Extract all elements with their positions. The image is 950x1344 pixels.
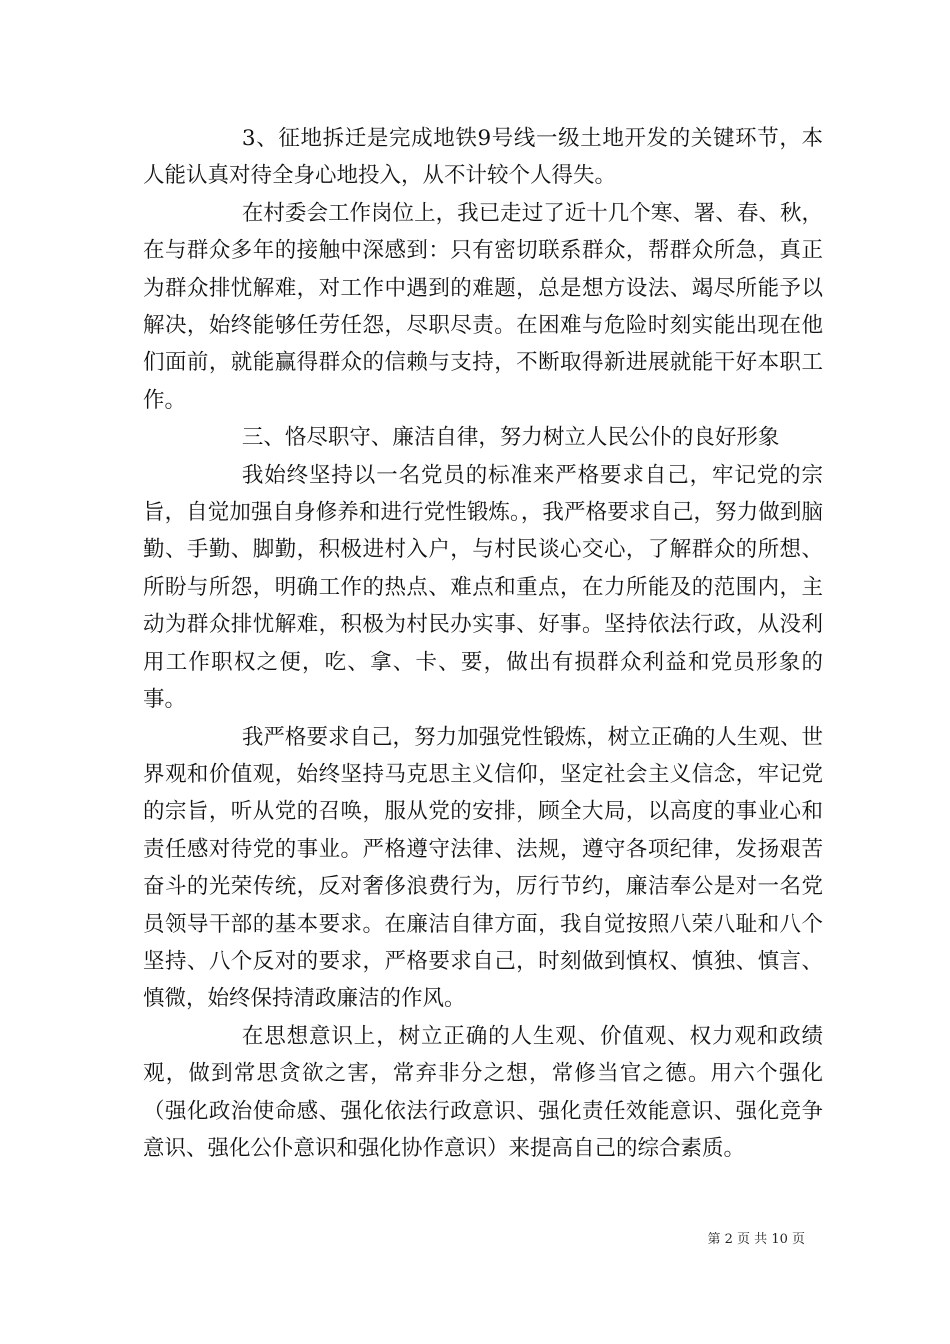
- document-body: [143, 120, 823, 1167]
- paragraph-land-acquisition: 3、征地拆迁是完成地铁9号线一级土地开发的关键环节，本人能认真对待全身心地投入，从不计较个人得失。: [143, 126, 823, 189]
- paragraph-party-member-standard: 我始终坚持以一名党员的标准来严格要求自己，牢记党的宗旨，自觉加强自身修养和进行党性锻炼。，我严格要求自己，努力做到脑勤、手勤、脚勤，积极进村入户，与村民谈心交心，了解群众的所想、所盼与所怨，明确工作的热点、难点和重点，在力所能及的范围内，主动为群众排忧解难，积极为村民办实事、好事。坚持依法行政，从没利用工作职权之便，吃、拿、卡、要，做出有损群众利益和党员形象的事。: [143, 462, 823, 713]
- page-number-footer: 第 2 页 共 10 页: [707, 1232, 805, 1247]
- paragraph-village-committee: 在村委会工作岗位上，我已走过了近十几个寒、署、春、秋，在与群众多年的接触中深感到：只有密切联系群众，帮群众所急，真正为群众排忧解难，对工作中遇到的难题，总是想方设法、竭尽所能予以解决，始终能够任劳任怨，尽职尽责。在困难与危险时刻实能出现在他们面前，就能赢得群众的信赖与支持，不断取得新进展就能干好本职工作。: [143, 200, 823, 413]
- section-heading-three: 三、恪尽职守、廉洁自律，努力树立人民公仆的良好形象: [241, 425, 780, 451]
- paragraph-ideological-awareness: 在思想意识上，树立正确的人生观、价值观、权力观和政绩观，做到常思贪欲之害，常弃非分之想，常修当官之德。用六个强化（强化政治使命感、强化依法行政意识、强化责任效能意识、强化竞争意识、强化公仆意识和强化协作意识）来提高自己的综合素质。: [143, 1023, 823, 1161]
- paragraph-strict-self-discipline: 我严格要求自己，努力加强党性锻炼，树立正确的人生观、世界观和价值观，始终坚持马克思主义信仰，坚定社会主义信念，牢记党的宗旨，听从党的召唤，服从党的安排，顾全大局，以高度的事业心和责任感对待党的事业。严格遵守法律、法规，遵守各项纪律，发扬艰苦奋斗的光荣传统，反对奢侈浪费行为，厉行节约，廉洁奉公是对一名党员领导干部的基本要求。在廉洁自律方面，我自觉按照八荣八耻和八个坚持、八个反对的要求，严格要求自己，时刻做到慎权、慎独、慎言、慎微，始终保持清政廉洁的作风。: [143, 724, 823, 1012]
